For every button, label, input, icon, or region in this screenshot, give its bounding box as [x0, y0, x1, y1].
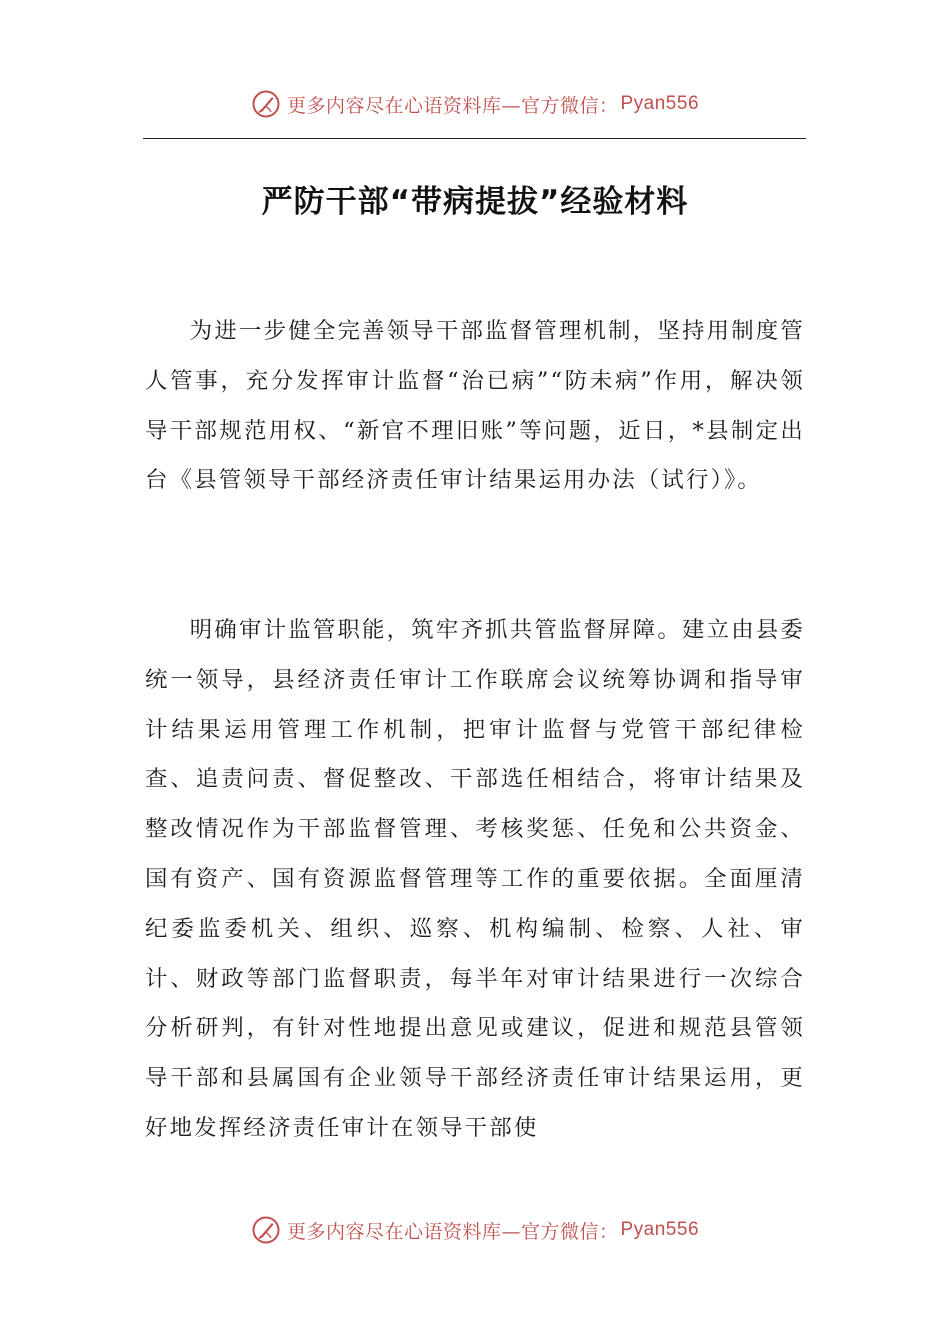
paragraph-intro: 为进一步健全完善领导干部监督管理机制，坚持用制度管人管事，充分发挥审计监督“治已病”“防未病”作用，解决领导干部规范用权、“新官不理旧账”等问题，近日，*县制定出台《县管领导干部经济责任审计结果运用办法（试行）》。 [145, 318, 805, 494]
watermark-text: 更多内容尽在心语资料库—官方微信： [286, 94, 619, 117]
document-title: 严防干部“带病提拔”经验材料 [261, 184, 689, 220]
quill-pen-icon [251, 89, 281, 119]
watermark-wechat-id: Pyan556 [620, 1219, 700, 1240]
paragraph-audit-function: 明确审计监管职能，筑牢齐抓共管监督屏障。建立由县委统一领导，县经济责任审计工作联席会议统筹协调和指导审计结果运用管理工作机制，把审计监督与党管干部纪律检查、追责问责、督促整改、干部选任相结合，将审计结果及整改情况作为干部监督管理、考核奖惩、任免和公共资金、国有资产、国有资源监督管理等工作的重要依据。全面厘清纪委监委机关、组织、巡察、机构编制、检察、人社、审计、财政等部门监督职责，每半年对审计结果进行一次综合分析研判，有针对性地提出意见或建议，促进和规范县管领导干部和县属国有企业领导干部经济责任审计结果运用，更好地发挥经济责任审计在领导干部使 [145, 617, 805, 1141]
header-divider [143, 138, 806, 139]
watermark-wechat-id: Pyan556 [620, 93, 700, 114]
quill-pen-icon [251, 1215, 281, 1245]
footer-watermark [0, 1210, 950, 1250]
header-watermark [0, 84, 950, 124]
watermark-text: 更多内容尽在心语资料库—官方微信： [286, 1220, 619, 1243]
